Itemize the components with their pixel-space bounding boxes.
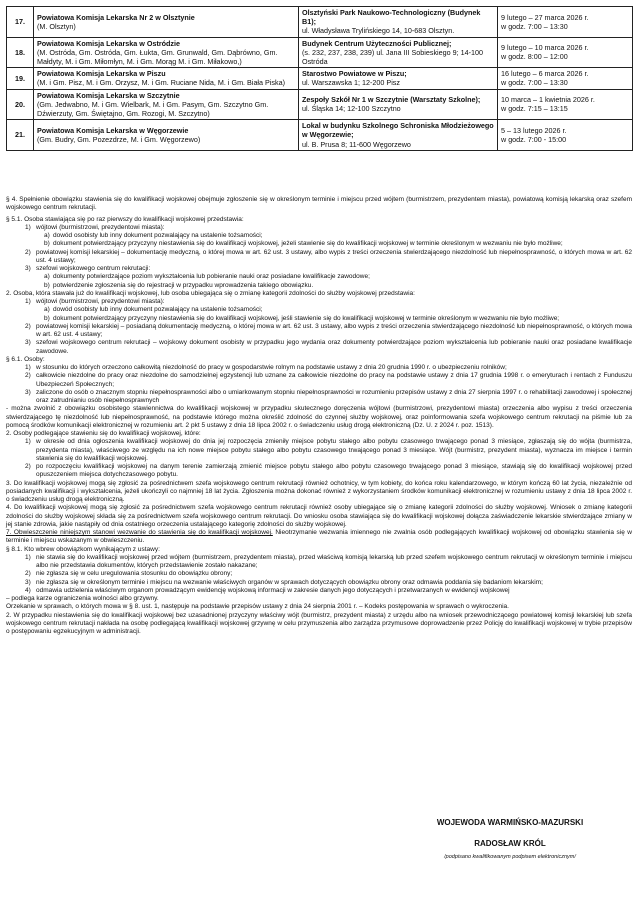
signature-block: [400, 818, 620, 860]
location-name: Lokal w budynku Szkolnego Schroniska Młodzieżowego w Węgorzewie;: [302, 121, 494, 140]
p52-item-1b: dokument potwierdzający przyczyny niestawienia się do kwalifikacji wojskowej, jeśli stawienie się do kwalifikacji wojskowej w terminie określonym w wezwaniu nie było możliwe;: [53, 314, 560, 322]
paragraph-6-1-intro: § 6.1. Osoby:: [6, 355, 45, 363]
commission-name: Powiatowa Komisja Lekarska Nr 2 w Olsztynie: [37, 12, 195, 22]
location-name: Olsztyński Park Naukowo-Technologiczny (Budynek B1);: [302, 8, 481, 27]
p81-item-3: nie zgłasza się w określonym terminie i miejscu na wezwanie właściwych organów w sprawach dotyczących obowiązku obrony oraz odmawia poddania się badaniom lekarskim;: [36, 578, 543, 586]
commission-name: Powiatowa Komisja Lekarska w Szczytnie: [37, 90, 180, 100]
table-row: [7, 89, 633, 120]
p81-item-4: odmawia udzielenia właściwym organom prowadzącym ewidencję wojskową informacji w zakresie danych jego dotyczących i przetwarzanych w ewidencji wojskowej: [36, 586, 510, 594]
commission-area: (Gm. Budry, Gm. Pozezdrze, M. i Gm. Węgorzewo): [37, 135, 201, 145]
location-cell: [299, 120, 498, 151]
schedule-dates: 5 – 13 lutego 2026 r.: [501, 125, 567, 135]
schedule-dates: 16 lutego – 6 marca 2026 r.: [501, 69, 589, 79]
schedule-cell: [498, 89, 633, 120]
commission-area: (M. i Gm. Pisz, M. i Gm. Orzysz, M. i Gm. Ruciane Nida, M. i Gm. Biała Piska): [37, 78, 285, 88]
p81-item-2: nie zgłasza się w celu uregulowania stosunku do obowiązku obrony;: [36, 570, 233, 578]
commission-name: Powiatowa Komisja Lekarska w Węgorzewie: [37, 125, 189, 135]
commission-area: (M. Ostróda, Gm. Ostróda, Gm. Łukta, Gm. Grunwald, Gm. Dąbrówno, Gm. Małdyty, M. i Gm. Miłomłyn, M. i Gm. Morąg M. i Gm. Miłakowo,): [37, 47, 278, 67]
p61-item-3: zaliczone do osób o znacznym stopniu niepełnosprawności albo o umiarkowanym stopniu niepełnosprawności w rozumieniu przepisów ustawy z dnia 27 sierpnia 1997 r. o rehabilitacji zawodowej i społecznej oraz zatrudnianiu osób niepełnosprawnych: [36, 388, 632, 404]
schedule-dates: 9 lutego – 27 marca 2026 r.: [501, 12, 589, 22]
p52-item-1: wójtowi (burmistrzowi, prezydentowi miasta):: [36, 298, 165, 305]
commission-cell: [34, 68, 299, 89]
commission-name: Powiatowa Komisja Lekarska w Piszu: [37, 69, 166, 79]
schedule-hours: w godz. 7:15 – 13:15: [501, 104, 568, 114]
location-address: ul. Warszawska 1; 12-200 Pisz: [302, 78, 400, 88]
p81-item-1: nie stawia się do kwalifikacji wojskowej przed wójtem (burmistrzem, prezydentem miasta), przed właściwą komisją lekarską lub przed szefem wojskowego centrum rekrutacji w określonym terminie i miejscu albo nie przedstawia dokumentów, których przedstawienie zostało nakazane;: [36, 553, 632, 569]
paragraph-6-2-intro: 2. Osoby podlegające stawieniu się do kwalifikacji wojskowej, które:: [6, 430, 201, 437]
p52-item-3: szefowi wojskowego centrum rekrutacji – wojskowy dokument osobisty w przypadku jego wydania oraz dokumenty potwierdzające poziom wykształcenia lub pobieranie nauki oraz posiadane kwalifikacje zawodowe.: [36, 339, 632, 355]
schedule-hours: w godz. 7:00 - 15:00: [501, 135, 567, 145]
commission-cell: [34, 7, 299, 38]
row-number: 17.: [7, 7, 34, 38]
table-row: [7, 7, 633, 38]
regulation-text: § 4. Spełnienie obowiązku stawienia się do kwalifikacji wojskowej obejmuje zgłoszenie się w określonym terminie i miejscu przed wójtem (burmistrzem, prezydentem miasta), powiatową komisją lekarską oraz szefem wojskowego centrum rekrutacji. § 5.1. Osoba stawiająca się po raz pierwszy do kwalifikacji wojskowej przedstawia: 1) wójtowi (burmistrzowi, prezydentowi miasta): a) dowód osobisty lub inny dokument pozwalający na ustalenie tożsamości; b) dokument potwierdzający przyczyny niestawienia się do kwalifikacji wojskowej, jeżeli stawienie się do kwalifikacji wojskowej w terminie określonym w wezwaniu nie było możliwe; 2) powiatowej komisji lekarskiej – dokumentację medyczną, o której mowa w art. 62 ust. 3 ustawy, albo wypis z treści orzeczenia stwierdzającego niezdolność lub niepełnosprawność, o których mowa w art. 62 ust. 4 ustawy; 3) szefowi wojskowego centrum rekrutacji: a) dokumenty potwierdzające poziom wykształcenia lub pobieranie nauki oraz posiadane kwalifikacje zawodowe; b) potwierdzenie zgłoszenia się do rejestracji w przypadku wprowadzenia takiego obowiązku. 2. Osoba, która stawała już do kwalifikacji wojskowej, lub osoba ubiegająca się o zmianę kategorii zdolności do służby wojskowej przedstawia: 1) wójtowi (burmistrzowi, prezydentowi miasta): a) dowód osobisty lub inny dokument pozwalający na ustalenie tożsamości; b) dokument potwierdzający przyczyny niestawienia się do kwalifikacji wojskowej, jeśli stawienie się do kwalifikacji wojskowej w terminie określonym w wezwaniu nie było możliwe; 2) powiatowej komisji lekarskiej – posiadaną dokumentację medyczną, o której mowa w art. 62 ust. 3 ustawy, albo wypis z treści orzeczenia stwierdzającego niezdolność lub niepełnosprawność, o których mowa w art. 62 ust. 4 ustawy; 3) szefowi wojskowego centrum rekrutacji – wojskowy dokument osobisty w przypadku jego wydania oraz dokumenty potwierdzające poziom wykształcenia lub pobieranie nauki oraz posiadane kwalifikacje zawodowe. § 6.1. Osoby: 1) w stosunku do których orzeczono całkowitą niezdolność do pracy w gospodarstwie rolnym na podstawie ustawy z dnia 20 grudnia 1990 r. o ubezpieczeniu rolników; 2) całkowicie niezdolne do pracy oraz niezdolne do samodzielnej egzystencji lub uznane za całkowicie niezdolne do pracy na podstawie ustawy z dnia 17 grudnia 1998 r. o emeryturach i rentach z Funduszu Ubezpieczeń Społecznych; 3) zaliczone do osób o znacznym stopniu niepełnosprawności albo o umiarkowanym stopniu niepełnosprawności w rozumieniu przepisów ustawy z dnia 27 sierpnia 1997 r. o rehabilitacji zawodowej i społecznej oraz zatrudnianiu osób niepełnosprawnych - można zwolnić z obowiązku osobistego stawiennictwa do kwalifikacji wojskowej w przypadku skutecznego doręczenia wójtowi (burmistrzowi, prezydentowi miasta) orzeczenia albo wypisu z treści orzeczenia stwierdzającego tę niezdolność lub niepełnosprawność, na podstawie którego można określić zdolność do czynnej służby wojskowej, oraz poinformowania szefa wojskowego centrum rekrutacji na piśmie lub za pomocą środków komunikacji elektronicznej w rozumieniu art. 2 pkt 5 ustawy z dnia 18 lipca 2002 r. o świadczeniu usług drogą elektroniczną (Dz. U. z 2024 r. poz. 1513). 2. Osoby podlegające stawieniu się do kwalifikacji wojskowej, które: 1) w okresie od dnia ogłoszenia kwalifikacji wojskowej do dnia jej rozpoczęcia zmieniły miejsce pobytu stałego albo pobytu czasowego trwającego ponad 3 miesiące, zgłaszają się do wójta (burmistrza, prezydenta miasta), właściwego ze względu na ich nowe miejsce pobytu stałego albo pobytu czasowego trwającego ponad 3 miesiące. Wójt (burmistrz, prezydent miasta), wyznacza im miejsce i termin stawienia się do kwalifikacji wojskowej. 2) po rozpoczęciu kwalifikacji wojskowej na danym terenie zamierzają zmienić miejsce pobytu stałego albo pobytu czasowego trwającego ponad 3 miesiące, stawiają się do kwalifikacji wojskowej przed opuszczeniem miejsca dotychczasowego pobytu. 3. Do kwalifikacji wojskowej mogą się zgłosić za pośrednictwem szefa wojskowego centrum rekrutacji również ochotnicy, w tym kobiety, do końca roku kalendarzowego, w którym kończą 60 lat życia, niezależnie od posiadanych kwalifikacji i wykształcenia, jeżeli ukończyli co najmniej 18 lat życia. Zgłoszenia można dokonać również z wykorzystaniem środków komunikacji elektronicznej w rozumieniu ustawy z dnia 18 lipca 2002 r. o świadczeniu usług drogą elektroniczną. 4. Do kwalifikacji wojskowej mogą się zgłosić za pośrednictwem szefa wojskowego centrum rekrutacji również osoby ubiegające się o zmianę kategorii zdolności do służby wojskowej. Wniosek o zmianę kategorii zdolności do służby wojskowej składa się za pośrednictwem szefa wojskowego centrum rekrutacji. Do wniosku osoba stawiająca się do kwalifikacji wojskowej dołącza zaświadczenie lekarskie stwierdzające zmiany w jej stanie zdrowia, jakie nastąpiły od dnia ostatniego orzeczenia ustalającego kategorię zdolności do służby wojskowej. 7. Obwieszczenie niniejszym stanowi wezwanie do stawienia się do kwalifikacji wojskowej. Nieotrzymanie wezwania imiennego nie zwalnia osób podlegających kwalifikacji wojskowej od obowiązku stawienia się w terminie i miejscu wskazanym w obwieszczeniu. § 8.1. Kto wbrew obowiązkom wynikającym z ustawy: 1) nie stawia się do kwalifikacji wojskowej przed wójtem (burmistrzem, prezydentem miasta), przed właściwą komisją lekarską lub przed szefem wojskowego centrum rekrutacji w określonym terminie i miejscu albo nie przedstawia dokumentów, których przedstawienie zostało nakazane; 2) nie zgłasza się w celu uregulowania stosunku do obowiązku obrony; 3) nie zgłasza się w określonym terminie i miejscu na wezwanie właściwych organów w sprawach dotyczących obowiązku obrony oraz odmawia poddania się badaniom lekarskim; 4) odmawia udzielenia właściwym organom prowadzącym ewidencję wojskową informacji w zakresie danych jego dotyczących i przetwarzanych w ewidencji wojskowej – podlega karze ograniczenia wolności albo grzywny. Orzekanie w sprawach, o których mowa w § 8. ust. 1, następuje na podstawie przepisów ustawy z dnia 24 sierpnia 2001 r. – Kodeks postępowania w sprawach o wykroczenia. 2. W przypadku niestawienia się do kwalifikacji wojskowej bez uzasadnionej przyczyny właściwy wójt (burmistrz, prezydent miasta) z urzędu albo na wniosek przewodniczącego powiatowej komisji lekarskiej lub szefa wojskowego centrum rekrutacji nakłada na osobę podlegającą kwalifikacji wojskowej grzywnę w celu przymuszenia albo zarządza przymusowe doprowadzenie przez Policję do kwalifikacji wojskowej w trybie przepisów o postępowaniu egzekucyjnym w administracji.: [6, 196, 632, 635]
schedule-dates: 10 marca – 1 kwietnia 2026 r.: [501, 95, 595, 105]
p51-item-3b: potwierdzenie zgłoszenia się do rejestracji w przypadku wprowadzenia takiego obowiązku.: [53, 281, 314, 289]
p61-item-1: w stosunku do których orzeczono całkowitą niezdolność do pracy w gospodarstwie rolnym na podstawie ustawy z dnia 20 grudnia 1990 r. o ubezpieczeniu rolników;: [36, 364, 507, 371]
paragraph-6-7-underlined: 7. Obwieszczenie niniejszym stanowi wezwanie do stawienia się do kwalifikacji wojskowej.: [6, 529, 273, 536]
row-number: 20.: [7, 89, 34, 120]
location-name: Budynek Centrum Użyteczności Publicznej;: [302, 38, 452, 48]
signatory-office: WOJEWODA WARMIŃSKO-MAZURSKI: [436, 818, 584, 827]
schedule-cell: [498, 7, 633, 38]
p62-item-1: w okresie od dnia ogłoszenia kwalifikacji wojskowej do dnia jej rozpoczęcia zmieniły miejsce pobytu stałego albo pobytu czasowego trwającego ponad 3 miesiące, zgłaszają się do wójta (burmistrza, prezydenta miasta), właściwego ze względu na ich nowe miejsce pobytu stałego albo pobytu czasowego trwającego ponad 3 miesiące. Wójt (burmistrz, prezydent miasta), wyznacza im miejsce i termin stawienia się do kwalifikacji wojskowej.: [36, 438, 632, 462]
paragraph-5-1-intro: § 5.1. Osoba stawiająca się po raz pierwszy do kwalifikacji wojskowej przedstawia:: [6, 215, 244, 223]
commission-cell: [34, 37, 299, 68]
schedule-cell: [498, 120, 633, 151]
location-cell: [299, 68, 498, 89]
paragraph-8-1-intro: § 8.1. Kto wbrew obowiązkom wynikającym z ustawy:: [6, 545, 160, 553]
location-cell: [299, 7, 498, 38]
row-number: 19.: [7, 68, 34, 89]
p51-item-3a: dokumenty potwierdzające poziom wykształcenia lub pobieranie nauki oraz posiadane kwalifikacje zawodowe;: [53, 273, 370, 281]
signature-note: /podpisano kwalifikowanym podpisem elektronicznym/: [444, 854, 576, 860]
location-cell: [299, 89, 498, 120]
paragraph-5-2-intro: 2. Osoba, która stawała już do kwalifikacji wojskowej, lub osoba ubiegająca się o zmianę kategorii zdolności do służby wojskowej przedstawia:: [6, 289, 415, 297]
location-address: ul. B. Prusa 8; 11-600 Węgorzewo: [302, 139, 411, 149]
schedule-cell: [498, 37, 633, 68]
p51-item-1b: dokument potwierdzający przyczyny niestawienia się do kwalifikacji wojskowej, jeżeli stawienie się do kwalifikacji wojskowej w terminie określonym w wezwaniu nie było możliwe;: [53, 240, 563, 248]
paragraph-8-2: 2. W przypadku niestawienia się do kwalifikacji wojskowej bez uzasadnionej przyczyny właściwy wójt (burmistrz, prezydent miasta) z urzędu albo na wniosek przewodniczącego powiatowej komisji lekarskiej lub szefa wojskowego centrum rekrutacji nakłada na osobę podlegającą kwalifikacji wojskowej grzywnę w celu przymuszenia albo zarządza przymusowe doprowadzenie przez Policję do kwalifikacji wojskowej w trybie przepisów o postępowaniu egzekucyjnym w administracji.: [6, 611, 632, 635]
p51-item-1: wójtowi (burmistrzowi, prezydentowi miasta):: [36, 223, 165, 231]
location-name: Starostwo Powiatowe w Piszu;: [302, 69, 407, 79]
schedule-cell: [498, 68, 633, 89]
commission-area: (Gm. Jedwabno, M. i Gm. Wielbark, M. i Gm. Pasym, Gm. Szczytno Gm. Dźwierzuty, Gm. Świętajno, Gm. Rozogi, M. Szczytno): [37, 99, 269, 119]
paragraph-6-4: 4. Do kwalifikacji wojskowej mogą się zgłosić za pośrednictwem szefa wojskowego centrum rekrutacji również osoby ubiegające się o zmianę kategorii zdolności do służby wojskowej. Wniosek o zmianę kategorii zdolności do służby wojskowej składa się za pośrednictwem szefa wojskowego centrum rekrutacji. Do wniosku osoba stawiająca się do kwalifikacji wojskowej dołącza zaświadczenie lekarskie stwierdzające zmiany w jej stanie zdrowia, jakie nastąpiły od dnia ostatniego orzeczenia ustalającego kategorię zdolności do służby wojskowej.: [6, 504, 632, 528]
row-number: 21.: [7, 120, 34, 151]
paragraph-6-7-rest: Nieotrzymanie wezwania imiennego nie zwalnia osób podlegających kwalifikacji wojskowej od obowiązku stawienia się w terminie i miejscu wskazanym w obwieszczeniu.: [6, 529, 632, 545]
commission-area: (M. Olsztyn): [37, 21, 76, 31]
commission-table: [6, 6, 633, 151]
commission-name: Powiatowa Komisja Lekarska w Ostródzie: [37, 38, 180, 48]
table-row: [7, 68, 633, 89]
location-address: (s. 232, 237, 238, 239) ul. Jana III Sobieskiego 9; 14-100 Ostróda: [302, 47, 484, 67]
table-row: [7, 37, 633, 68]
signatory-name: RADOSŁAW KRÓL: [474, 839, 546, 848]
commission-cell: [34, 120, 299, 151]
schedule-hours: w godz. 7:00 – 13:30: [501, 78, 568, 88]
schedule-hours: w godz. 7:00 – 13:30: [501, 21, 568, 31]
location-name: Zespoły Szkół Nr 1 w Szczytnie (Warsztaty Szkolne);: [302, 95, 481, 105]
paragraph-4: § 4. Spełnienie obowiązku stawienia się do kwalifikacji wojskowej obejmuje zgłoszenie się w określonym terminie i miejscu przed wójtem (burmistrzem, prezydentem miasta), powiatową komisją lekarską oraz szefem wojskowego centrum rekrutacji.: [6, 196, 632, 212]
schedule-dates: 9 lutego – 10 marca 2026 r.: [501, 43, 589, 53]
p51-item-3: szefowi wojskowego centrum rekrutacji:: [36, 265, 151, 272]
p62-item-2: po rozpoczęciu kwalifikacji wojskowej na danym terenie zamierzają zmienić miejsce pobytu stałego albo pobytu czasowego trwającego ponad 3 miesiące, stawiają się do kwalifikacji wojskowej przed opuszczeniem miejsca dotychczasowego pobytu.: [36, 463, 632, 479]
paragraph-6-7: [6, 529, 632, 546]
location-address: ul. Władysława Trylińskiego 14, 10-683 Olsztyn.: [302, 26, 455, 36]
row-number: 18.: [7, 37, 34, 68]
location-cell: [299, 37, 498, 68]
p61-item-2: całkowicie niezdolne do pracy oraz niezdolne do samodzielnej egzystencji lub uznane za całkowicie niezdolne do pracy na podstawie ustawy z dnia 17 grudnia 1998 r. o emeryturach i rentach z Funduszu Ubezpieczeń Społecznych;: [36, 372, 632, 388]
location-address: ul. Śląska 14; 12-100 Szczytno: [302, 104, 401, 114]
p52-item-1a: dowód osobisty lub inny dokument pozwalający na ustalenie tożsamości;: [53, 306, 263, 314]
paragraph-6-3: 3. Do kwalifikacji wojskowej mogą się zgłosić za pośrednictwem szefa wojskowego centrum rekrutacji również ochotnicy, w tym kobiety, do końca roku kalendarzowego, w którym kończą 60 lat życia, niezależnie od posiadanych kwalifikacji i wykształcenia, jeżeli ukończyli co najmniej 18 lat życia. Zgłoszenia można dokonać również z wykorzystaniem środków komunikacji elektronicznej w rozumieniu ustawy z dnia 18 lipca 2002 r. o świadczeniu usług drogą elektroniczną.: [6, 479, 632, 503]
p52-item-2: powiatowej komisji lekarskiej – posiadaną dokumentację medyczną, o której mowa w art. 62 ust. 3 ustawy, albo wypis z treści orzeczenia stwierdzającego niezdolność lub niepełnosprawność, o których mowa w art. 62 ust. 4 ustawy;: [36, 322, 632, 338]
p51-item-2: powiatowej komisji lekarskiej – dokumentację medyczną, o której mowa w art. 62 ust. 3 ustawy, albo wypis z treści orzeczenia stwierdzającego niezdolność lub niepełnosprawność, o których mowa w art. 62 ust. 4 ustawy;: [36, 248, 632, 264]
commission-cell: [34, 89, 299, 120]
p51-item-1a: dowód osobisty lub inny dokument pozwalający na ustalenie tożsamości;: [53, 232, 263, 239]
paragraph-6-1-tail: - można zwolnić z obowiązku osobistego stawiennictwa do kwalifikacji wojskowej w przypadku skutecznego doręczenia wójtowi (burmistrzowi, prezydentowi miasta) orzeczenia albo wypisu z treści orzeczenia stwierdzającego tę niezdolność lub niepełnosprawność, na podstawie którego można określić zdolność do czynnej służby wojskowej, oraz poinformowania szefa wojskowego centrum rekrutacji na piśmie lub za pomocą środków komunikacji elektronicznej w rozumieniu art. 2 pkt 5 ustawy z dnia 18 lipca 2002 r. o świadczeniu usług drogą elektroniczną (Dz. U. z 2024 r. poz. 1513).: [6, 405, 632, 429]
schedule-hours: w godz. 8:00 – 12:00: [501, 52, 568, 62]
paragraph-8-1-tail2: Orzekanie w sprawach, o których mowa w § 8. ust. 1, następuje na podstawie przepisów ustawy z dnia 24 sierpnia 2001 r. – Kodeks postępowania w sprawach o wykroczenia.: [6, 603, 509, 611]
paragraph-8-1-tail: – podlega karze ograniczenia wolności albo grzywny.: [6, 595, 159, 602]
table-row: [7, 120, 633, 151]
